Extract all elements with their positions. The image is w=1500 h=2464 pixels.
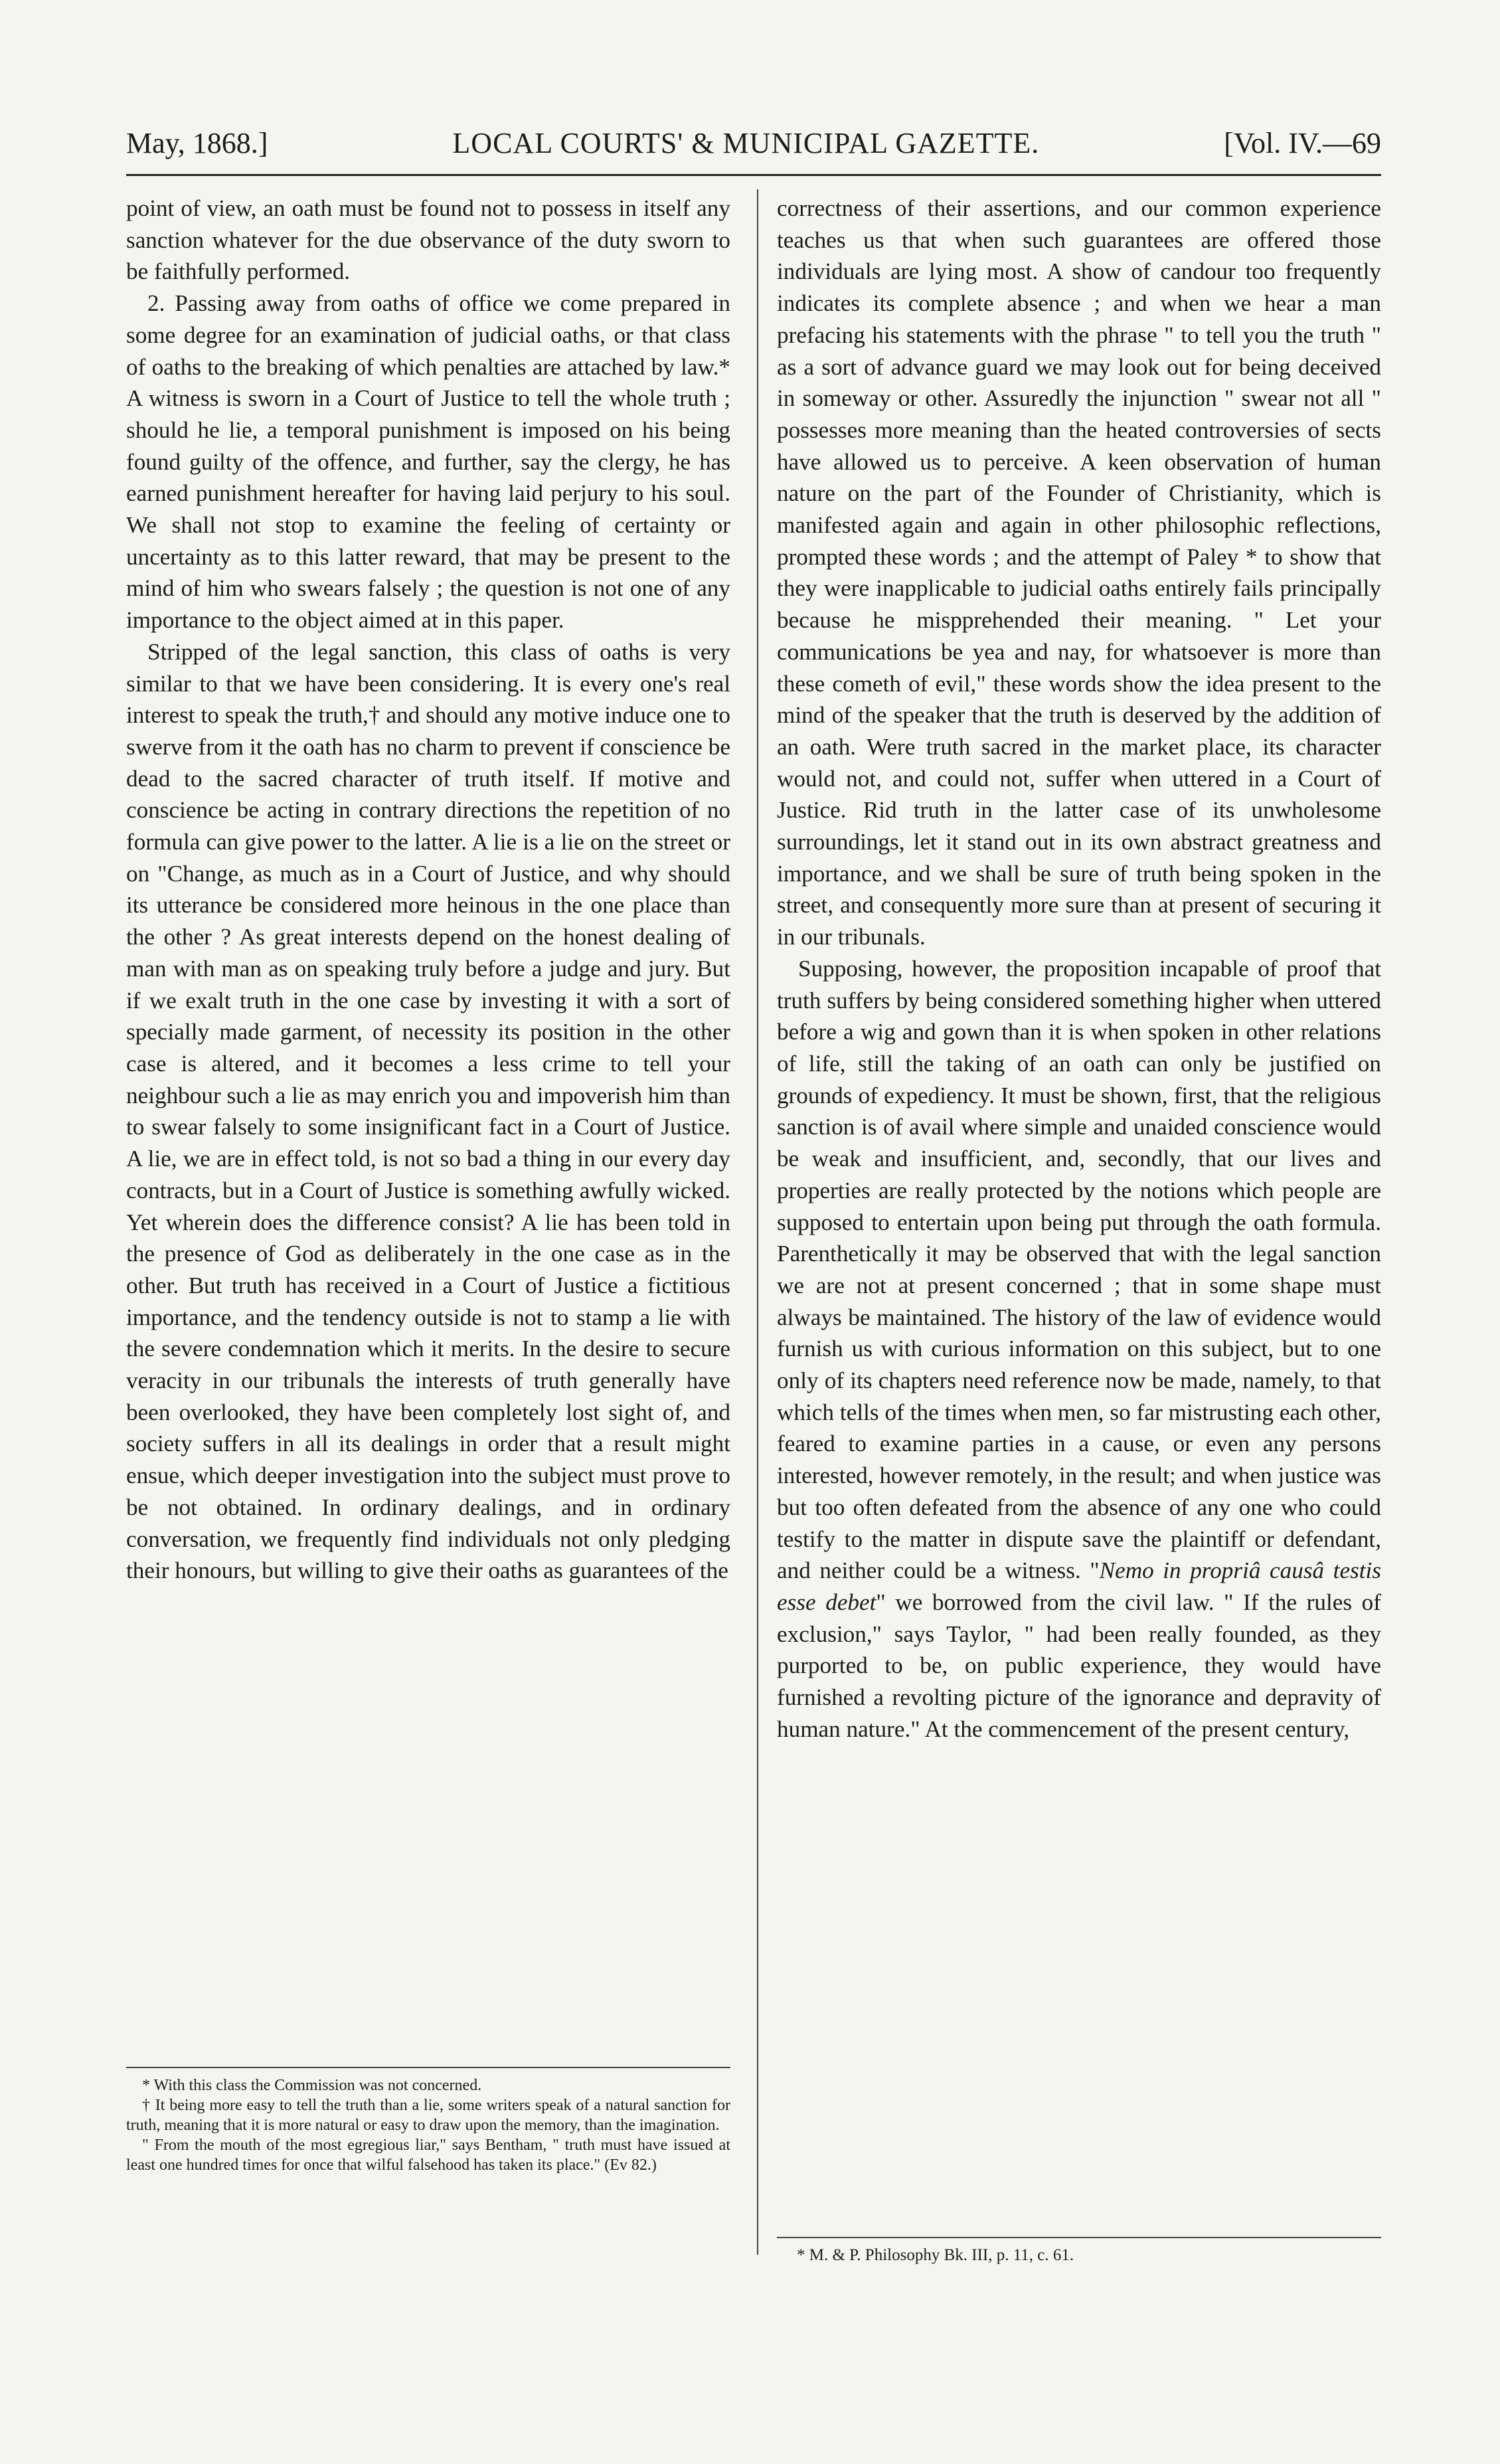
footnote-right: * M. & P. Philosophy Bk. III, p. 11, c. 61. (797, 2246, 1074, 2264)
footnote-3: " From the mouth of the most egregious liar," says Bentham, " truth must have issued at least one hundred times for once that wilful falsehood has taken its place." (Ev 82.) (126, 2137, 730, 2174)
publication-title: LOCAL COURTS' & MUNICIPAL GAZETTE. (452, 127, 1040, 159)
right-column (777, 193, 1381, 1745)
right-paragraph-1: correctness of their assertions, and our common experience teaches us that when such guarantees are offered those individuals are lying most. A show of candour too frequently indicates its complete absence ; and when we hear a man prefacing his statements with the phrase " to tell you the truth " as a sort of advance guard we may look out for being deceived in someway or other. Assuredly the injunction " swear not all " possesses more meaning than the heated controversies of sects have allowed us to perceive. A keen observation of human nature on the part of the Founder of Christianity, which is manifested again and again in other philosophic reflections, prompted these words ; and the attempt of Paley * to show that they were inapplicable to judicial oaths entirely fails principally because he mispprehended their meaning. " Let your communications be yea and nay, for whatsoever is more than these cometh of evil," these words show the idea present to the mind of the speaker that the truth is deserved by the addition of an oath. Were truth sacred in the market place, its character would not, and could not, suffer when uttered in a Court of Justice. Rid truth in the latter case of its unwholesome surroundings, let it stand out in its own abstract greatness and importance, and we shall be sure of truth being spoken in the street, and consequently more sure than at present of securing it in our tribunals. (777, 195, 1381, 950)
volume-page-number: [Vol. IV.—69 (1224, 127, 1381, 159)
left-paragraph-2: 2. Passing away from oaths of office we come prepared in some degree for an examination of judicial oaths, or that class of oaths to the breaking of which penalties are attached by law.* A witness is sworn in a Court of Justice to tell the whole truth ; should he lie, a temporal punishment is imposed on his being found guilty of the offence, and further, say the clergy, he has earned punishment hereafter for having laid perjury to his soul. We shall not stop to examine the feeling of certainty or uncertainty as to this latter reward, that may be present to the mind of him who swears falsely ; the question is not one of any importance to the object aimed at in this paper. (126, 290, 730, 634)
left-paragraph-1: point of view, an oath must be found not to possess in itself any sanction whatever for the due observance of the duty sworn to be faithfully performed. (126, 195, 730, 285)
column-divider (757, 189, 758, 2255)
footnotes-left (126, 2075, 730, 2175)
footnote-2: † It being more easy to tell the truth than a lie, some writers speak of a natural sanction for truth, meaning that it is more natural or easy to draw upon the memory, than the imagination. (126, 2097, 730, 2134)
footnote-1: * With this class the Commission was not concerned. (142, 2077, 482, 2094)
right-paragraph-2-text-b: " we borrowed from the civil law. " If the rules of exclusion," says Taylor, " had been really founded, as they purported to be, on public experience, they would have furnished a revolting picture of the ignorance and depravity of human nature." At the commencement of the present century, (777, 1589, 1381, 1742)
latin-maxim: Nemo in propriâ causâ testis esse debet (777, 1557, 1382, 1615)
left-column (126, 193, 730, 1587)
header-rule (126, 174, 1381, 176)
running-header (126, 126, 1381, 166)
footnote-rule-right (777, 2237, 1381, 2238)
left-paragraph-3: Stripped of the legal sanction, this class of oaths is very similar to that we have been considering. It is every one's real interest to speak the truth,† and should any motive induce one to swerve from it the oath has no charm to prevent if conscience be dead to the sacred character of truth itself. If motive and conscience be acting in contrary directions the repetition of no formula can give power to the latter. A lie is a lie on the street or on "Change, as much as in a Court of Justice, and why should its utterance be considered more heinous in the one place than the other ? As great interests depend on the honest dealing of man with man as on speaking truly before a judge and jury. But if we exalt truth in the one case by investing it with a sort of specially made garment, of necessity its position in the other case is altered, and it becomes a less crime to tell your neighbour such a lie as may enrich you and impoverish him than to swear falsely to some insignificant fact in a Court of Justice. A lie, we are in effect told, is not so bad a thing in our every day contracts, but in a Court of Justice is something awfully wicked. Yet wherein does the difference consist? A lie has been told in the presence of God as deliberately in the one case as in the other. But truth has received in a Court of Justice a fictitious importance, and the tendency outside is not to stamp a lie with the severe condemnation which it merits. In the desire to secure veracity in our tribunals the interests of truth generally have been overlooked, they have been completely lost sight of, and society suffers in all its dealings in order that a result might ensue, which deeper investigation into the subject must prove to be not obtained. In ordinary dealings, and in ordinary conversation, we frequently find individuals not only pledging their honours, but willing to give their oaths as guarantees of the (126, 638, 730, 1584)
right-paragraph-2 (777, 953, 1381, 1745)
right-paragraph-2-text-a: Supposing, however, the proposition incapable of proof that truth suffers by being considered something higher when uttered before a wig and gown than it is when spoken in other relations of life, still the taking of an oath can only be justified on grounds of expediency. It must be shown, first, that the religious sanction is of avail where simple and unaided conscience would be weak and insufficient, and, secondly, that our lives and properties are really protected by the notions which people are supposed to entertain upon being put through the oath formula. Parenthetically it may be observed that with the legal sanction we are not at present concerned ; that in some shape must always be maintained. The history of the law of evidence would furnish us with curious information on this subject, but to one only of its chapters need reference now be made, namely, to that which tells of the times when men, so far mistrusting each other, feared to examine parties in a cause, or even any persons interested, however remotely, in the result; and when justice was but too often defeated from the absence of any one who could testify to the matter in dispute save the plaintiff or defendant, and neither could be a witness. " (777, 955, 1381, 1584)
issue-date: May, 1868.] (126, 127, 268, 159)
footnote-rule-left (126, 2067, 730, 2068)
